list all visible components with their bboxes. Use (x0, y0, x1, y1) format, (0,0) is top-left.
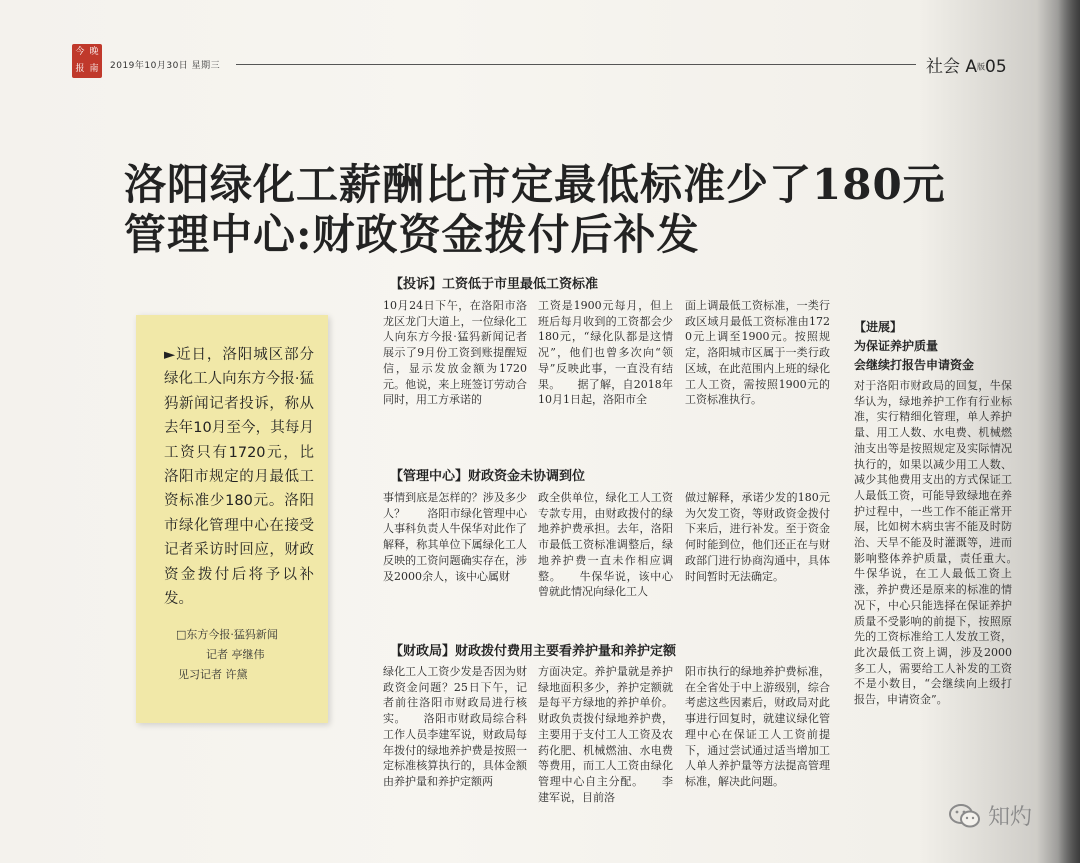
article-column: 工资是1900元每月，但上班后每月收到的工资都会少180元，“绿化队都是这情况”，他们也曾多次向“领导”反映此事，一直没有结果。 据了解，自2018年10月1日起，洛阳市全 (538, 299, 673, 407)
article-column: 政全供单位，绿化工人工资专款专用，由财政拨付的绿地养护费承担。去年，洛阳市最低工资标准调整后，绿地养护费一直未作相应调整。 牛保华说，该中心曾就此情况向绿化工人 (538, 491, 673, 599)
section-sub: 版 (977, 62, 986, 72)
headline-sub: 管理中心:财政资金拨付后补发 (124, 210, 700, 259)
article-column: 对于洛阳市财政局的回复，牛保华认为，绿地养护工作有行业标准，实行精细化管理，单人养护量、用工人数、水电费、机械燃油支出等是按照规定及实际情况执行的，如果以减少用工人数、减少其他费用支出的方式保证工人最低工资，可能导致绿地在养护过程中，一些工作不能正常开展，比如树木病虫害不能及时防治、天旱不能及时灌溉等，进而影响整体养护质量，责任重大。 牛保华说，在工人最低工资上涨，养护费还是原来的标准的情况下，中心只能选择在保证养护质量不受影响的前提下，按照原先的工资标准给工人发放工资，此次最低工资上调，涉及2000多工人，需要给工人补发的工资不是小数目，“会继续向上级打报告，申请资金”。 (854, 379, 1034, 707)
section-heading-complaint: 【投诉】工资低于市里最低工资标准 (390, 277, 599, 292)
byline (176, 625, 324, 685)
page-edge-shadow (1058, 0, 1080, 863)
logo-char-4: 南 (89, 64, 99, 74)
logo-char-2: 晚 (89, 47, 99, 57)
article-column: 事情到底是怎样的？涉及多少人？ 洛阳市绿化管理中心人事科负责人牛保华对此作了解释，称其单位下属绿化工人反映的工资问题确实存在，涉及2000余人，该中心属财 (383, 491, 527, 583)
article-column: 面上调最低工资标准，一类行政区域月最低工资标准由1720元上调至1900元。按照规定，洛阳城市区属于一类行政区域，在此范围内上班的绿化工人工资，需按照1900元的工资标准执行。 (685, 299, 830, 407)
logo-char-1: 今 (75, 47, 85, 57)
section-heading-management: 【管理中心】财政资金未协调到位 (390, 469, 586, 484)
headline-main: 洛阳绿化工薪酬比市定最低标准少了180元 (124, 160, 946, 209)
article-column: 阳市执行的绿地养护费标准，在全省处于中上游级别，综合考虑这些因素后，财政局对此事进行回复时，就建议绿化管理中心在保证工人工资前提下，通过尝试通过适当增加工人单人养护量等方法提高管理标准，解决此问题。 (685, 665, 830, 788)
article-column: 10月24日下午，在洛阳市洛龙区龙门大道上，一位绿化工人向东方今报·猛犸新闻记者展示了9月份工资到账提醒短信，显示发放金额为1720元。他说，来上班签订劳动合同时，用工方承诺的 (383, 299, 527, 407)
page-number: 05 (985, 57, 1007, 77)
byline-intern: 见习记者 许黛 (178, 668, 248, 681)
logo-char-3: 报 (75, 64, 85, 74)
article-column: 方面决定。养护量就是养护绿地面积多少，养护定额就是每平方绿地的养护单价。财政负责拨付绿地养护费，主要用于支付工人工资及农药化肥、机械燃油、水电费等费用，而工人工资由绿化管理中心自主分配。 李建军说，目前洛 (538, 665, 673, 804)
lead-box (136, 315, 328, 723)
progress-title-2: 会继续打报告申请资金 (854, 358, 975, 372)
progress-tag: 【进展】 (854, 320, 903, 334)
section-heading-finance-bureau: 【财政局】财政拨付费用主要看养护量和养护定额 (390, 644, 677, 659)
wechat-icon (948, 803, 982, 829)
header-rule (236, 64, 916, 65)
section-heading-progress (854, 318, 974, 375)
dateline: 2019年10月30日 星期三 (110, 61, 221, 71)
headline (124, 160, 946, 260)
byline-outlet: □东方今报·猛犸新闻 (176, 628, 278, 641)
account-watermark (948, 800, 1032, 831)
article-column: 绿化工人工资少发是否因为财政资金问题？25日下午，记者前往洛阳市财政局进行核实。 洛阳市财政局综合科工作人员李建军说，财政局每年拨付的绿地养护费是按照一定标准核算执行的，具体金额由养护量和养护定额两 (383, 665, 527, 788)
section-name: 社会 A (926, 57, 978, 77)
article-column: 做过解释，承诺少发的180元为欠发工资，等财政资金拨付下来后，进行补发。至于资金何时能到位，他们还正在与财政部门进行协商沟通中，具体时间暂时无法确定。 (685, 491, 830, 583)
section-label (926, 52, 1007, 77)
newspaper-logo (72, 44, 102, 78)
progress-title-1: 为保证养护质量 (854, 339, 939, 353)
watermark-text: 知灼 (988, 805, 1033, 830)
byline-reporter: 记者 亭继伟 (206, 648, 265, 661)
lead-text: ►近日，洛阳城区部分绿化工人向东方今报·猛犸新闻记者投诉，称从去年10月至今，其每月工资只有1720元，比洛阳市规定的月最低工资标准少180元。洛阳市绿化管理中心在接受记者采访时回应，财政资金拨付后将予以补发。 (164, 347, 314, 608)
